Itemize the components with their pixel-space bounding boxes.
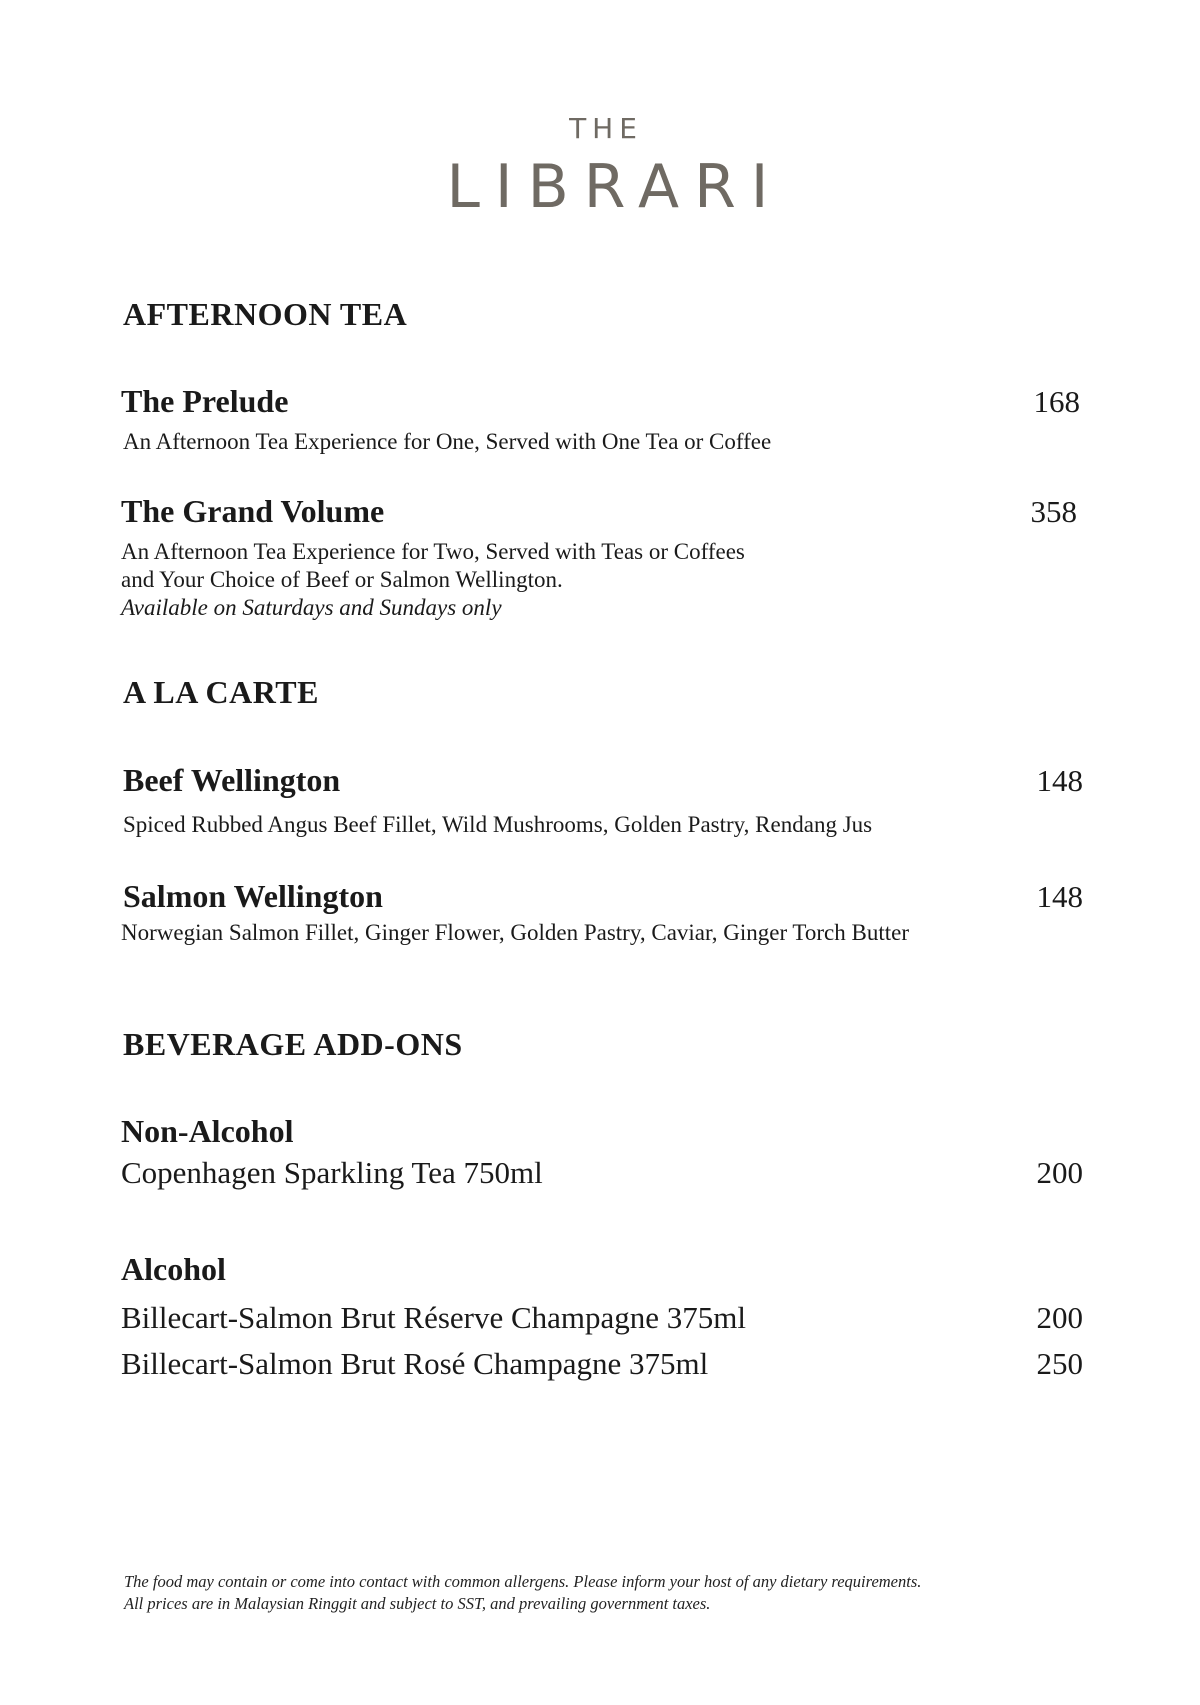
item-description-beef-wellington: Spiced Rubbed Angus Beef Fillet, Wild Mushrooms, Golden Pastry, Rendang Jus (123, 812, 873, 837)
logo-name: LIBRARI (446, 152, 784, 222)
item-note-the-grand-volume: Available on Saturdays and Sundays only (121, 595, 502, 620)
section-title-a-la-carte: A LA CARTE (123, 674, 319, 710)
item-description-the-grand-volume-line2: and Your Choice of Beef or Salmon Wellington. (121, 567, 563, 592)
item-price-the-grand-volume: 358 (1030, 494, 1077, 529)
beverage-name-billecart-brut-reserve: Billecart-Salmon Brut Réserve Champagne 375ml (121, 1300, 747, 1335)
item-name-the-prelude: The Prelude (121, 383, 289, 419)
footer-allergen-notice: The food may contain or come into contact with common allergens. Please inform your host of any dietary requirements. (124, 1572, 922, 1591)
section-title-afternoon-tea: AFTERNOON TEA (123, 296, 408, 332)
beverage-price-billecart-brut-reserve: 200 (1036, 1300, 1083, 1335)
section-title-beverage-add-ons: BEVERAGE ADD-ONS (123, 1026, 463, 1062)
item-name-salmon-wellington: Salmon Wellington (123, 878, 383, 914)
item-price-the-prelude: 168 (1033, 384, 1080, 419)
footer-price-notice: All prices are in Malaysian Ringgit and subject to SST, and prevailing government taxes. (124, 1594, 711, 1613)
item-description-the-prelude: An Afternoon Tea Experience for One, Served with One Tea or Coffee (123, 429, 772, 454)
beverage-price-copenhagen-sparkling-tea: 200 (1036, 1155, 1083, 1190)
beverage-price-billecart-brut-rose: 250 (1036, 1346, 1083, 1381)
item-name-beef-wellington: Beef Wellington (123, 762, 341, 798)
item-description-the-grand-volume-line1: An Afternoon Tea Experience for Two, Served with Teas or Coffees (121, 539, 745, 564)
beverage-name-billecart-brut-rose: Billecart-Salmon Brut Rosé Champagne 375ml (121, 1346, 709, 1381)
subsection-title-alcohol: Alcohol (121, 1251, 226, 1287)
beverage-name-copenhagen-sparkling-tea: Copenhagen Sparkling Tea 750ml (121, 1155, 543, 1190)
item-description-salmon-wellington: Norwegian Salmon Fillet, Ginger Flower, Golden Pastry, Caviar, Ginger Torch Butter (121, 920, 909, 945)
subsection-title-non-alcohol: Non-Alcohol (121, 1113, 294, 1149)
logo-the: THE (569, 112, 643, 145)
item-name-the-grand-volume: The Grand Volume (121, 493, 385, 529)
item-price-beef-wellington: 148 (1036, 763, 1083, 798)
item-price-salmon-wellington: 148 (1036, 879, 1083, 914)
